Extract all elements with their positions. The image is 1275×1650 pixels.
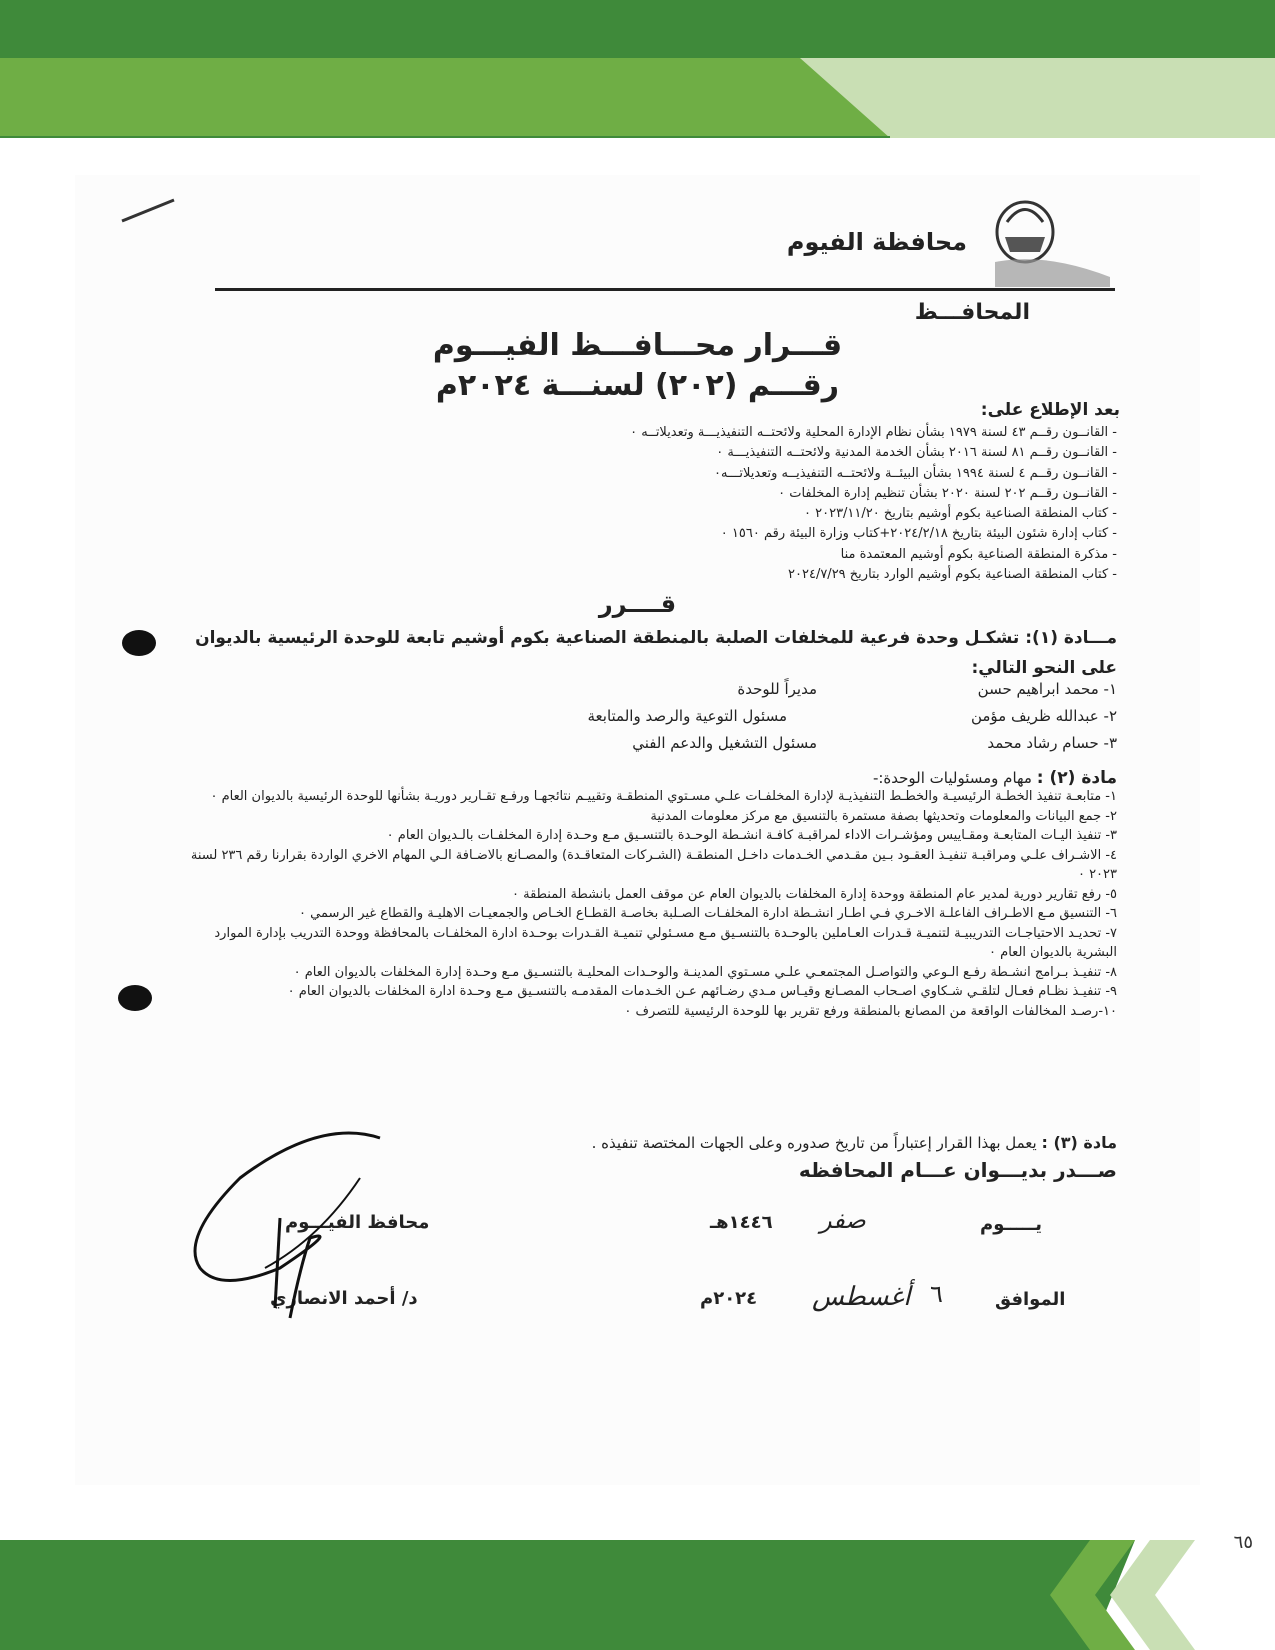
decided-heading: قــــرر [598,590,677,618]
task-item: ٩- تنفيـذ نظـام فعـال لتلقـي شـكاوي اصـحاب المصـانع وقيـاس مـدي رضـائهم عـن الخـدمات المقدمـه بالتنسـيق مـع وحـدة ادارة المخلفات بالديوان العام ٠ [287,984,1117,999]
article-3 [592,1133,1117,1152]
article-2-heading: مهام ومسئوليات الوحدة:- [872,769,1032,787]
unit-members [217,680,1117,761]
footer-band [0,1540,1275,1650]
date-corresponding-label: الموافق [995,1289,1066,1310]
punch-hole [122,630,156,656]
punch-hole [118,985,152,1011]
reference-item: - القانــون رقــم ٢٠٢ لسنة ٢٠٢٠ بشأن تنظيم إدارة المخلفات ٠ [778,485,1117,501]
task-item: ٨- تنفيـذ بـرامج انشـطة رفـع الـوعي والتواصـل المجتمعـي علـي مسـتوي المدينـة والوحـدات المحليـة بالتنسـيق مـع وحـدة إدارة المخلفات بالديوان العام ٠ [293,964,1117,980]
task-item: ٦- التنسيق مـع الاطـراف الفاعلـة الاخـري فـي اطـار انشـطة ادارة المخلفـات الصـلبة بخاصـة القطـاع الخـاص والجمعيـات الاهليـة والقطاع غير الرسمي ٠ [299,906,1117,921]
article-3-label: مادة (٣) : [1041,1133,1117,1152]
member-role: مسئول التوعية والرصد والمتابعة [587,707,787,725]
article-2 [873,768,1117,788]
date-hijri-year: ١٤٤٦هـ [710,1212,773,1233]
member-name: ١- محمد ابراهيم حسن [977,680,1117,698]
member-role: مديراً للوحدة [737,680,817,698]
date-hijri-month: صفر [820,1206,866,1234]
member-name: ٣- حسام رشاد محمد [987,734,1117,752]
article-2-label: مادة (٢) : [1036,768,1117,788]
task-item: ١٠-رصـد المخالفات الواقعة من المصانع بالمنطقة ورفع تقرير بها للوحدة الرئيسية للتصرف ٠ [624,1003,1117,1019]
header-divider [215,288,1115,291]
reference-item: - كتاب المنطقة الصناعية بكوم أوشيم الوارد بتاريخ ٢٠٢٤/٧/٢٩ [788,567,1117,583]
handwritten-signature [180,1118,420,1338]
article-3-text: يعمل بهذا القرار إعتباراً من تاريخ صدوره وعلى الجهات المختصة تنفيذه . [591,1134,1037,1152]
date-greg-day: ٦ [930,1280,943,1308]
governorate-name: محافظة الفيوم [786,228,967,256]
office-title: المحافـــظ [914,300,1030,325]
date-greg-month: أغسطس [812,1282,911,1312]
task-item: ٤- الاشـراف علـي ومراقبـة تنفيـذ العقـود بـين مقـدمي الخـدمات داخـل المنطقـة (الشـركات المتعاقـدة) والمصـانع بالاضـافة الـي المهام الاخري الواردة بقرارنا رقم ٢٣٦ لسنة ٢٠٢٣ ٠ [190,847,1117,882]
task-item: ٧- تحديـد الاحتياجـات التدريبيـة لتنميـة قـدرات العـاملين بالوحـدة بالتنسـيق مـع مسـئولي تنميـة القـدرات بوحـدة ادارة المخلفـات بالمحافظة ووحدة التدريب بإدارة الموارد البشرية بالديوان العام ٠ [214,925,1117,960]
task-item: ٥- رفع تقارير دورية لمدير عام المنطقة ووحدة إدارة المخلفات بالديوان العام عن موقف العمل بانشطة المنطقة ٠ [511,886,1117,902]
article-1-text: تشكـل وحدة فرعية للمخلفات الصلبة بالمنطقة الصناعية بكوم أوشيم تابعة للوحدة الرئيسية بالديوان على النحو التالي: [195,628,1117,678]
date-day-label: يـــــوم [980,1214,1042,1235]
date-greg-year: ٢٠٢٤م [700,1288,758,1309]
task-item: ١- متابعـة تنفيذ الخطـة الرئيسيـة والخطـط التنفيذيـة لإدارة المخلفـات علـي مسـتوي المنطقـة وتقييـم نتائجهـا ورفـع تقـارير دوريـة بشأنها للوحدة الرئيسية بالديوان العام ٠ [210,789,1117,804]
reference-list [237,423,1117,585]
member-role: مسئول التشغيل والدعم الفني [632,734,817,752]
member-row [217,707,1117,734]
task-item: ٢- جمع البيانات والمعلومات وتحديثها بصفة مستمرة بالتنسيق مع مركز معلومات المدنية [650,808,1117,824]
signature-name: د/ أحمد الانصاري [270,1288,418,1309]
reference-item: - مذكرة المنطقة الصناعية بكوم أوشيم المعتمدة منا [840,546,1117,562]
article-1 [157,623,1117,683]
pen-stroke-mark [118,196,178,226]
issued-statement: صـــدر بديـــوان عـــام المحافظه [798,1158,1117,1182]
reference-item: - القانــون رقــم ٤٣ لسنة ١٩٧٩ بشأن نظام الإدارة المحلية ولائحتــه التنفيذيـــة وتعديلاتــه ٠ [630,425,1117,440]
decree-number: رقـــم (٢٠٢) لسنـــة ٢٠٢٤م [435,368,840,403]
header-band-light [0,58,1275,138]
member-row [217,734,1117,761]
reference-item: - القانــون رقــم ٨١ لسنة ٢٠١٦ بشأن الخدمة المدنية ولائحتــه التنفيذيـــة ٠ [716,445,1117,461]
reference-item: - كتاب المنطقة الصناعية بكوم أوشيم بتاريخ ٢٠٢٣/١١/٢٠ ٠ [804,506,1117,522]
page-number: ٦٥ [1233,1532,1253,1553]
member-name: ٢- عبدالله ظريف مؤمن [970,707,1117,725]
preamble-heading: بعد الإطلاع على: [980,400,1120,420]
member-row [217,680,1117,707]
article-1-label: مـــادة (١): [1025,628,1117,648]
reference-item: - القانــون رقــم ٤ لسنة ١٩٩٤ بشأن البيئــة ولائحتــه التنفيذيــه وتعديلاتـــه٠ [714,465,1117,481]
header-band-dark [0,0,1275,58]
reference-item: - كتاب إدارة شئون البيئة بتاريخ ٢٠٢٤/٢/١٨+كتاب وزارة البيئة رقم ١٥٦٠ ٠ [720,526,1117,542]
governorate-emblem-icon [985,192,1115,292]
signature-title: محافظ الفيـــوم [285,1212,430,1233]
decree-title: قـــرار محـــافـــظ الفيـــوم [432,328,843,363]
task-item: ٣- تنفيذ اليـات المتابعـة ومقـاييس ومؤشـرات الاداء لمراقبـة كافـة انشـطة الوحـدة بالتنسـيق مـع وحـدة إدارة المخلفـات بالـديوان العام ٠ [386,828,1117,843]
task-list [182,787,1117,1021]
